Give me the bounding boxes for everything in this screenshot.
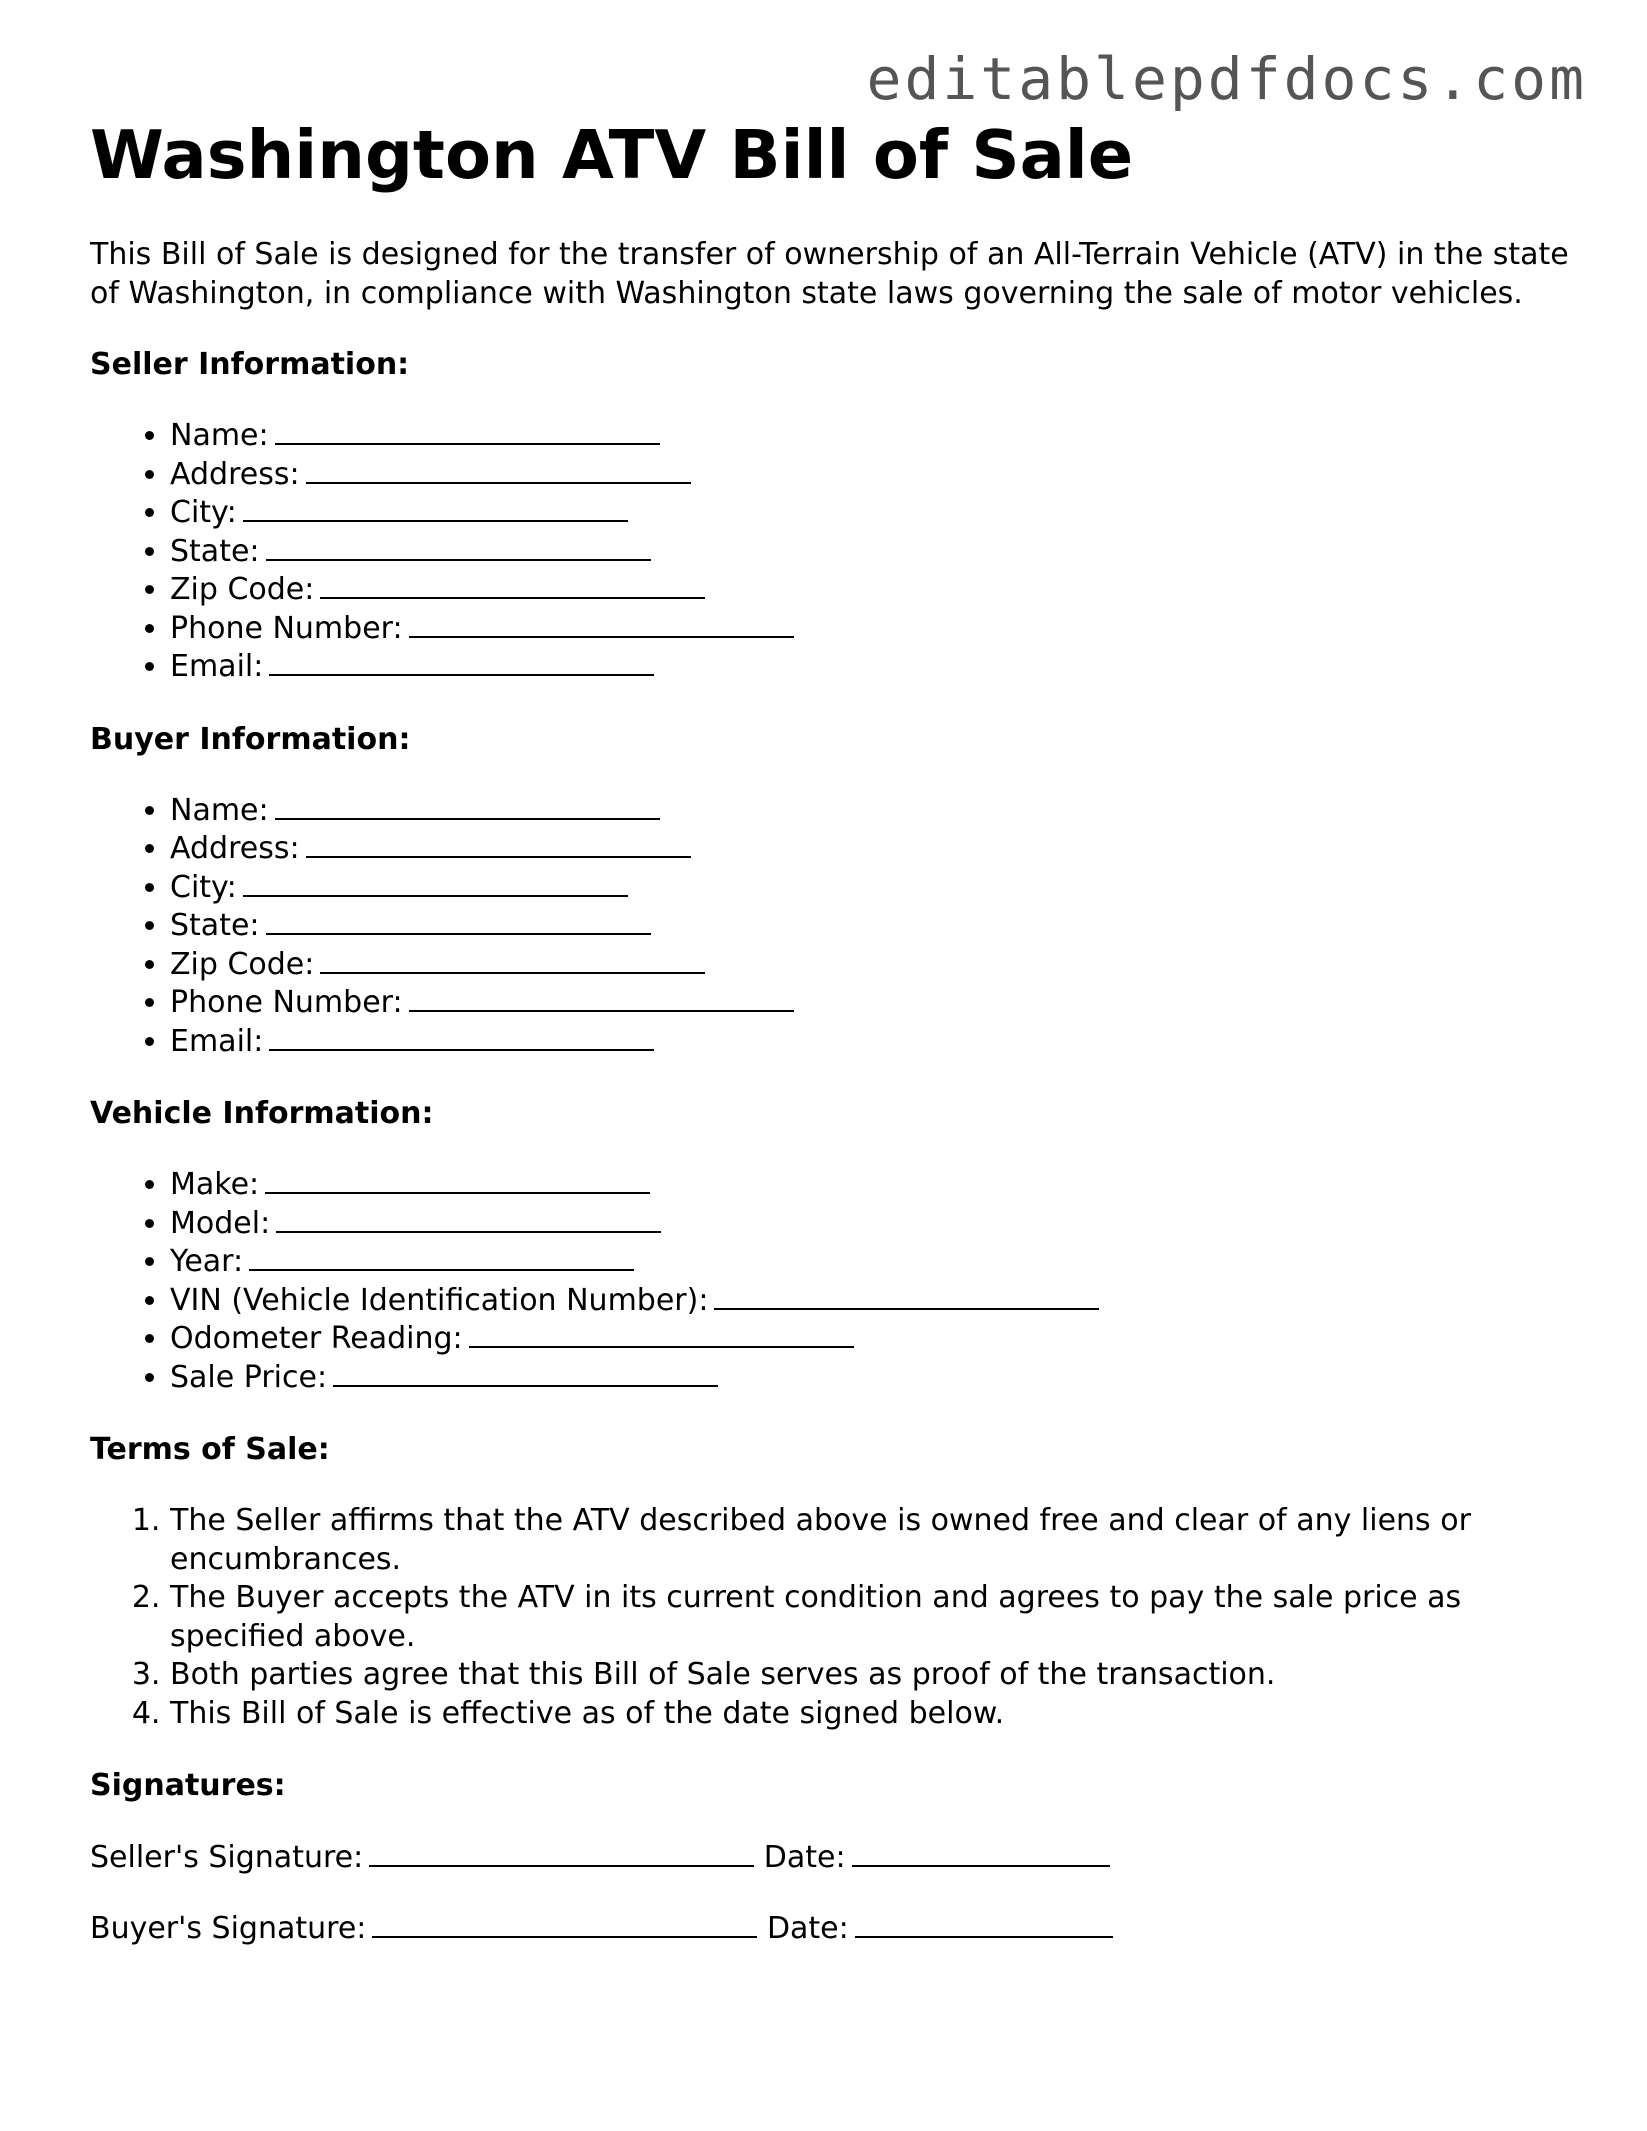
signature-blank[interactable] [372, 1910, 757, 1938]
terms-item: 1. The Seller affirms that the ATV described above is owned free and clear of any liens or encumbrances. [170, 1502, 1580, 1579]
field-label: Make: [170, 1167, 260, 1203]
blank-line[interactable] [269, 648, 654, 676]
date-label: Date: [763, 1840, 846, 1876]
blank-line[interactable] [276, 1205, 661, 1233]
seller-fields-list [90, 417, 1580, 687]
seller-field-address [170, 456, 1580, 495]
blank-line[interactable] [409, 984, 794, 1012]
buyer-field-email [170, 1023, 1580, 1062]
field-label: Phone Number: [170, 610, 403, 646]
vehicle-field-model [170, 1205, 1580, 1244]
terms-item: 3. Both parties agree that this Bill of Sale serves as proof of the transaction. [170, 1656, 1580, 1695]
blank-line[interactable] [333, 1359, 718, 1387]
blank-line[interactable] [714, 1282, 1099, 1310]
field-label: Name: [170, 792, 269, 828]
blank-line[interactable] [306, 830, 691, 858]
buyer-heading: Buyer Information: [90, 721, 411, 757]
page-title: Washington ATV Bill of Sale [90, 116, 1134, 194]
field-label: Year: [170, 1244, 244, 1280]
blank-line[interactable] [469, 1320, 854, 1348]
blank-line[interactable] [275, 792, 660, 820]
vehicle-fields-list [90, 1166, 1580, 1397]
seller-signature-line [90, 1838, 1580, 1877]
document-page [90, 118, 1580, 1980]
field-label: Model: [170, 1205, 271, 1241]
date-blank[interactable] [852, 1839, 1110, 1867]
buyer-signature-line [90, 1909, 1580, 1948]
field-label: Zip Code: [170, 946, 315, 982]
blank-line[interactable] [320, 571, 705, 599]
blank-line[interactable] [243, 494, 628, 522]
date-blank[interactable] [855, 1910, 1113, 1938]
terms-heading: Terms of Sale: [90, 1432, 330, 1468]
watermark: editablepdfdocs.com [866, 45, 1587, 113]
seller-field-state [170, 533, 1580, 572]
field-label: State: [170, 908, 260, 944]
vehicle-field-make [170, 1166, 1580, 1205]
vehicle-field-year [170, 1243, 1580, 1282]
field-label: Odometer Reading: [170, 1321, 463, 1357]
seller-field-name [170, 417, 1580, 456]
blank-line[interactable] [275, 417, 660, 445]
field-label: Address: [170, 456, 300, 492]
field-label: Name: [170, 418, 269, 454]
field-label: Email: [170, 649, 264, 685]
blank-line[interactable] [266, 533, 651, 561]
blank-line[interactable] [265, 1166, 650, 1194]
seller-signature-label: Seller's Signature: [90, 1840, 364, 1876]
field-label: City: [170, 869, 237, 905]
blank-line[interactable] [269, 1023, 654, 1051]
seller-heading: Seller Information: [90, 347, 410, 383]
signatures-heading: Signatures: [90, 1768, 286, 1804]
field-label: State: [170, 533, 260, 569]
vehicle-field-sale-price [170, 1359, 1580, 1398]
blank-line[interactable] [266, 907, 651, 935]
buyer-field-phone [170, 984, 1580, 1023]
field-label: Sale Price: [170, 1359, 328, 1395]
vehicle-heading: Vehicle Information: [90, 1096, 434, 1132]
terms-item: 2. The Buyer accepts the ATV in its current condition and agrees to pay the sale price as specified above. [170, 1579, 1580, 1656]
blank-line[interactable] [409, 610, 794, 638]
seller-field-phone [170, 610, 1580, 649]
buyer-field-zip [170, 946, 1580, 985]
date-label: Date: [766, 1911, 849, 1947]
signature-blank[interactable] [369, 1839, 754, 1867]
blank-line[interactable] [306, 456, 691, 484]
seller-field-zip [170, 571, 1580, 610]
buyer-signature-label: Buyer's Signature: [90, 1911, 367, 1947]
field-label: Email: [170, 1023, 264, 1059]
buyer-field-name [170, 792, 1580, 831]
seller-field-city [170, 494, 1580, 533]
vehicle-field-odometer [170, 1320, 1580, 1359]
buyer-field-state [170, 907, 1580, 946]
buyer-field-address [170, 830, 1580, 869]
buyer-fields-list [90, 792, 1580, 1062]
field-label: City: [170, 495, 237, 531]
field-label: Zip Code: [170, 572, 315, 608]
vehicle-field-vin [170, 1282, 1580, 1321]
terms-item: 4. This Bill of Sale is effective as of the date signed below. [170, 1695, 1580, 1734]
buyer-field-city [170, 869, 1580, 908]
blank-line[interactable] [249, 1243, 634, 1271]
blank-line[interactable] [320, 946, 705, 974]
field-label: VIN (Vehicle Identification Number): [170, 1282, 709, 1318]
field-label: Phone Number: [170, 985, 403, 1021]
blank-line[interactable] [243, 869, 628, 897]
intro-paragraph: This Bill of Sale is designed for the transfer of ownership of an All-Terrain Vehicle (ATV) in the state of Washington, in compliance with Washington state laws governing the sale of motor vehicles. [90, 237, 1569, 312]
seller-field-email [170, 648, 1580, 687]
field-label: Address: [170, 831, 300, 867]
terms-list [90, 1502, 1580, 1733]
